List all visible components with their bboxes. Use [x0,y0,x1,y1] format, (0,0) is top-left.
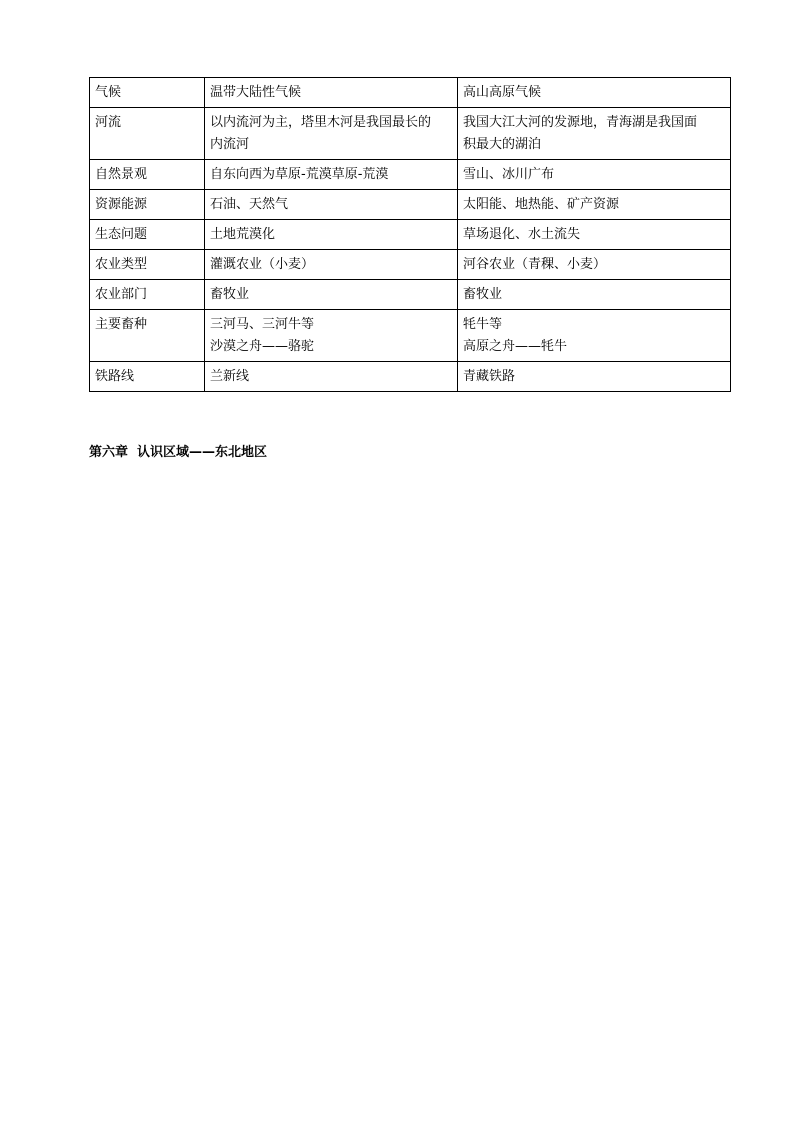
cell-text: 草场退化、水土流失 [463,227,581,242]
cell-text: 积最大的湖泊 [463,137,542,152]
cell-text: 灌溉农业（小麦） [210,257,315,272]
row-label-cell [90,160,205,190]
region-2-cell [458,78,731,108]
row-label: 农业部门 [95,287,148,302]
cell-text: 内流河 [210,137,250,152]
row-label: 资源能源 [95,197,148,212]
row-label-cell [90,362,205,392]
region-1-cell [205,190,458,220]
cell-text: 青藏铁路 [463,369,516,384]
region-1-cell [205,108,458,160]
region-2-cell [458,190,731,220]
region-1-cell [205,310,458,362]
table-row [90,108,731,160]
comparison-table [89,77,731,392]
row-label-cell [90,250,205,280]
region-2-cell [458,108,731,160]
row-label: 主要畜种 [95,317,148,332]
cell-text: 太阳能、地热能、矿产资源 [463,197,620,212]
region-2-cell [458,160,731,190]
row-label-cell [90,108,205,160]
cell-text: 以内流河为主，塔里木河是我国最长的 [210,115,432,130]
region-2-cell [458,280,731,310]
table-row [90,280,731,310]
cell-text: 牦牛等 [463,317,503,332]
region-2-cell [458,220,731,250]
region-1-cell [205,280,458,310]
region-1-cell [205,78,458,108]
cell-text: 畜牧业 [210,287,250,302]
row-label-cell [90,78,205,108]
region-1-cell [205,362,458,392]
row-label: 铁路线 [95,369,135,384]
cell-text: 兰新线 [210,369,250,384]
region-2-cell [458,250,731,280]
row-label: 自然景观 [95,167,148,182]
row-label-cell [90,190,205,220]
cell-text: 土地荒漠化 [210,227,276,242]
cell-text: 高山高原气候 [463,85,542,100]
row-label: 生态问题 [95,227,148,242]
row-label-cell [90,310,205,362]
table-row [90,250,731,280]
cell-text: 河谷农业（青稞、小麦） [463,257,607,272]
table-row [90,362,731,392]
table-row [90,190,731,220]
region-1-cell [205,250,458,280]
cell-text: 雪山、冰川广布 [463,167,555,182]
cell-text: 高原之舟——牦牛 [463,339,568,354]
cell-text: 自东向西为草原-荒漠草原-荒漠 [210,167,389,182]
region-2-cell [458,310,731,362]
chapter-heading: 第六章 认识区域——东北地区 [89,445,268,460]
row-label-cell [90,220,205,250]
cell-text: 沙漠之舟——骆驼 [210,339,315,354]
table-row [90,78,731,108]
cell-text: 畜牧业 [463,287,503,302]
cell-text: 石油、天然气 [210,197,289,212]
table-row [90,160,731,190]
cell-text: 我国大江大河的发源地，青海湖是我国面 [463,115,698,130]
table-row [90,220,731,250]
row-label: 农业类型 [95,257,148,272]
table-row [90,310,731,362]
region-1-cell [205,160,458,190]
cell-text: 三河马、三河牛等 [210,317,315,332]
row-label: 气候 [95,85,122,100]
row-label: 河流 [95,115,122,130]
region-2-cell [458,362,731,392]
region-1-cell [205,220,458,250]
cell-text: 温带大陆性气候 [210,85,302,100]
row-label-cell [90,280,205,310]
